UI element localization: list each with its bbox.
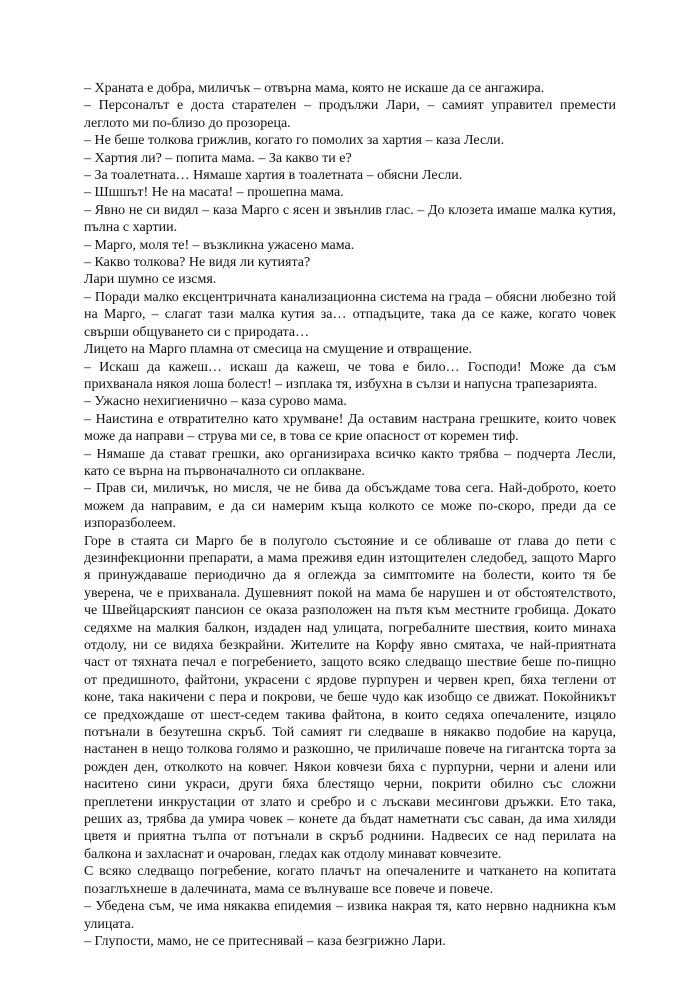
paragraph: С всяко следващо погребение, когато плачът на опечалените и чаткането на копитата позаглъхнеше в далечината, мама се вълнуваше все повече и повече. <box>84 864 616 897</box>
document-page <box>84 80 616 950</box>
paragraph: – Хартия ли? – попита мама. – За какво ти е? <box>84 150 352 166</box>
paragraph: – Искаш да кажеш… искаш да кажеш, че това е било… Господи! Може да съм прихванала някоя лоша болест! – изплака тя, избухна в сълзи и напусна трапезарията. <box>84 359 616 392</box>
paragraph: – Глупости, мамо, не се притеснявай – каза безгрижно Лари. <box>84 933 446 949</box>
paragraph: – Шшшът! Не на масата! – прошепна мама. <box>84 185 344 201</box>
paragraph: Горе в стаята си Марго бе в полуголо състояние и се обливаше от глава до пети с дезинфекционни препарати, а мама преживя един изтощителен следобед, защото Марго я принуждаваше периодично да я оглежда за симптомите на болести, които тя бе уверена, че е прихванала. Душевният покой на мама бе нарушен и от обстоятелството, че Швейцарският пансион се оказа разположен на пътя към местните гробища. Докато седяхме на малкия балкон, издаден над улицата, погребалните шествия, които минаха отдолу, ни се видяха безкрайни. Жителите на Корфу явно смятаха, че най-приятната част от тяхната печал е погребението, защото всяко следващо шествие беше по-пищно от предишното, файтони, украсени с ярдове пурпурен и червен креп, бяха теглени от коне, така накичени с пера и покрови, че беше чудо как изобщо се движат. Покойникът се предхождаше от шест-седем такива файтона, в които седяха опечалените, изцяло потънали в безутешна скръб. Той самият ги следваше в някакво подобие на каруца, настанен в нещо толкова голямо и разкошно, че приличаше повече на гигантска торта за рожден ден, отколкото на ковчег. Някои ковчези бяха с пурпурни, черни и алени или наситено сини украси, други бяха блестящо черни, покрити обилно със сложни преплетени инкрустации от злато и сребро и с лъскави месингови дръжки. Ето така, реших аз, трябва да умира човек – конете да бъдат наметнати със саван, да има хиляди цветя и приятна тълпа от потънали в скръб роднини. Надвесих се над перилата на балкона и захласнат и очарован, гледах как отдолу минават ковчезите. <box>84 533 616 862</box>
paragraph: – Явно не си видял – каза Марго с ясен и звънлив глас. – До клозета имаше малка кутия, пълна с хартии. <box>84 202 616 236</box>
paragraph: – Персоналът е доста старателен – продължи Лари, – самият управител премести леглото ми по-близо до прозореца. <box>84 98 616 131</box>
paragraph: – Храната е добра, миличък – отвърна мама, която не искаше да се ангажира. <box>84 81 545 96</box>
paragraph: – Наистина е отвратително като хрумване! Да оставим настрана грешките, които човек може да направи – струва ми се, в това се крие опасност от коремен тиф. <box>84 411 616 445</box>
paragraph: – Ужасно нехигиенично – каза сурово мама. <box>84 394 347 410</box>
paragraph: – Поради малко ексцентричната канализационна система на града – обясни любезно той на Марго, – слагат тази малка кутия за… отпадъците, така да се каже, когато човек свърши общуването си с природата… <box>84 289 616 340</box>
paragraph: – За тоалетната… Нямаше хартия в тоалетната – обясни Лесли. <box>84 168 463 184</box>
paragraph: – Какво толкова? Не видя ли кутията? <box>84 255 311 271</box>
paragraph: – Не беше толкова грижлив, когато го помолих за хартия – каза Лесли. <box>84 133 505 149</box>
paragraph: – Прав си, миличък, но мисля, че не бива да обсъждаме това сега. Най-доброто, което можем да направим, е да си намерим къща колкото се може по-скоро, преди да се изпоразболеем. <box>84 481 616 532</box>
paragraph: – Убедена съм, че има някаква епидемия – извика накрая тя, като нервно надникна към улицата. <box>84 899 616 932</box>
paragraph: Лицето на Марго пламна от смесица на смущение и отвращение. <box>84 342 473 358</box>
paragraph: Лари шумно се изсмя. <box>84 272 217 288</box>
paragraph: – Марго, моля те! – възкликна ужасено мама. <box>84 237 355 253</box>
paragraph: – Нямаше да стават грешки, ако организираха всичко както трябва – подчерта Лесли, като се върна на първоначалното си оплакване. <box>84 446 616 479</box>
